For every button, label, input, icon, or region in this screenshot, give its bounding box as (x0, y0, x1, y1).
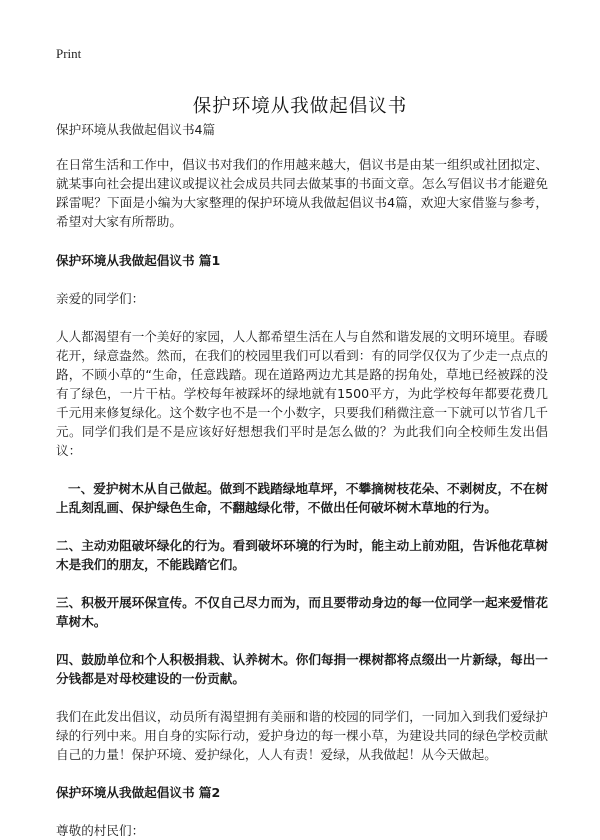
section-1-heading: 保护环境从我做起倡议书 篇1 (56, 253, 221, 268)
print-link[interactable]: Print (56, 46, 82, 61)
proposal-item-2-text: 看到破坏环境的行为时，能主动上前劝阻，告诉他花草树木是我们的朋友，不能践踏它们。 (56, 538, 549, 572)
proposal-item-1-text: 做到不践踏绿地草坪，不攀摘树枝花朵、不剥树皮，不在树上乱刻乱画、保护绿色生命，不翻越绿化带，不做出任何破坏树木草地的行为。 (56, 481, 549, 515)
proposal-item-3-text: 不仅自己尽力而为，而且要带动身边的每一位同学一起来爱惜花草树木。 (56, 595, 549, 629)
proposal-item-4-text: 你们每捐一棵树都将点缀出一片新绿，每出一分钱都是对母校建设的一份贡献。 (56, 652, 549, 686)
proposal-item-2-lead: 二、主动劝阻破坏绿化的行为。 (56, 538, 233, 553)
proposal-item-4-lead: 四、鼓励单位和个人积极捐栽、认养树木。 (56, 652, 296, 667)
document-subtitle: 保护环境从我做起倡议书4篇 (56, 122, 216, 137)
section-2-greeting: 尊敬的村民们： (56, 823, 145, 838)
proposal-item-3 (56, 593, 548, 631)
proposal-item-4 (56, 650, 548, 688)
proposal-item-2 (56, 536, 548, 574)
section-2-heading: 保护环境从我做起倡议书 篇2 (56, 785, 221, 800)
section-1-closing: 我们在此发出倡议，动员所有渴望拥有美丽和谐的校园的同学们，一同加入到我们爱绿护绿的行列中来。用自身的实际行动，爱护身边的每一棵小草，为建设共同的绿色学校贡献自己的力量！保护环境、爱护绿化，人人有责！爱绿，从我做起！从今天做起。 (56, 709, 548, 762)
proposal-item-1-lead: 一、爱护树木从自己做起。 (68, 481, 220, 496)
proposal-item-3-lead: 三、积极开展环保宣传。 (56, 595, 195, 610)
section-1-greeting: 亲爱的同学们： (56, 291, 145, 306)
page-title: 保护环境从我做起倡议书 (192, 96, 408, 118)
document-content (56, 120, 548, 840)
section-1-body: 人人都渴望有一个美好的家园，人人都希望生活在人与自然和谐发展的文明环境里。春暖花开，绿意盎然。然而，在我们的校园里我们可以看到：有的同学仅仅为了少走一点点的路，不顾小草的“生命，任意践踏。现在道路两边尤其是路的拐角处，草地已经被踩的没有了绿色，一片干枯。学校每年被踩坏的绿地就有1500平方，为此学校每年都要花费几千元用来修复绿化。这个数字也不是一个小数字，只要我们稍微注意一下就可以节省几千元。同学们我们是不是应该好好想想我们平时是怎么做的？为此我们向全校师生发出倡议： (56, 329, 548, 458)
intro-paragraph: 在日常生活和工作中，倡议书对我们的作用越来越大，倡议书是由某一组织或社团拟定、就某事向社会提出建议或提议社会成员共同去做某事的书面文章。怎么写倡议书才能避免踩雷呢？下面是小编为大家整理的保护环境从我做起倡议书4篇，欢迎大家借鉴与参考，希望对大家有所帮助。 (56, 157, 548, 229)
proposal-item-1 (56, 479, 548, 517)
